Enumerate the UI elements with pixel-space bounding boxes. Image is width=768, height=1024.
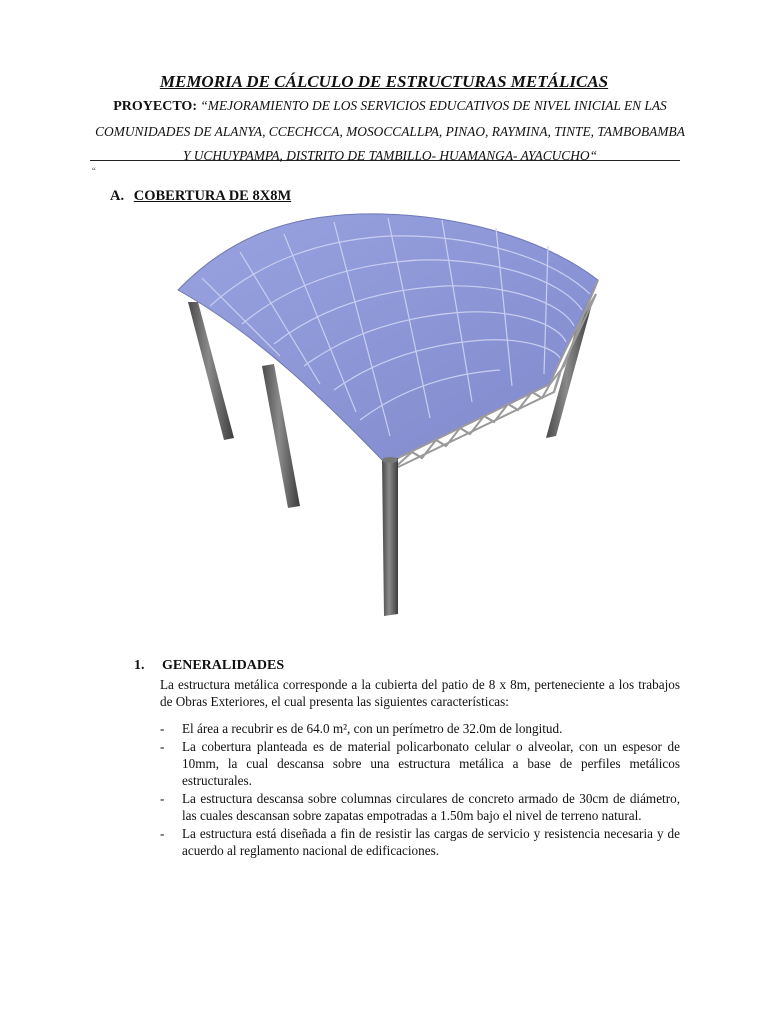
- list-item: - El área a recubrir es de 64.0 m², con un perímetro de 32.0m de longitud.: [160, 721, 563, 736]
- project-block: [95, 94, 685, 169]
- section-title: COBERTURA DE 8X8M: [133, 188, 292, 204]
- section-letter: A.: [110, 188, 125, 204]
- list-item: - La estructura descansa sobre columnas circulares de concreto armado de 30cm de diámetro, las cuales descansan sobre zapatas empotradas a 1.50m bajo el nivel de terreno natural.: [160, 791, 680, 823]
- project-label: PROYECTO:: [113, 99, 197, 114]
- list-item: - La cobertura planteada es de material policarbonato celular o alveolar, con un espesor de 10mm, la cual descansa sobre una estructura metálica a base de perfiles metálicos estructurales.: [160, 739, 680, 788]
- column-front: [382, 457, 398, 616]
- column-mid-left: [262, 364, 300, 508]
- polycarbonate-roof: [178, 214, 598, 464]
- document-title: MEMORIA DE CÁLCULO DE ESTRUCTURAS METÁLICAS: [159, 72, 609, 91]
- section-heading: [110, 188, 291, 205]
- heading-number: 1.: [134, 658, 145, 673]
- generalidades-heading: [134, 658, 284, 674]
- generalidades-intro: La estructura metálica corresponde a la cubierta del patio de 8 x 8m, perteneciente a los trabajos de Obras Exteriores, el cual presenta las siguientes características:: [160, 677, 680, 709]
- list-item: - La estructura está diseñada a fin de resistir las cargas de servicio y resistencia necesaria y de acuerdo al reglamento nacional de edificaciones.: [160, 826, 680, 858]
- column-back-left: [188, 302, 234, 440]
- heading-text: GENERALIDADES: [162, 658, 285, 673]
- canopy-illustration: [150, 206, 630, 626]
- trailing-quote-mark: “: [91, 166, 97, 176]
- characteristics-list: [160, 720, 680, 860]
- header-divider: [90, 160, 680, 161]
- project-description: “MEJORAMIENTO DE LOS SERVICIOS EDUCATIVOS DE NIVEL INICIAL EN LAS COMUNIDADES DE ALANYA, CCECHCCA, MOSOCCALLPA, PINAO, RAYMINA, TINTE, TAMBOBAMBA Y UCHUYPAMPA, DISTRITO DE TAMBILLO- HUAMANGA- AYACUCHO“: [95, 98, 685, 163]
